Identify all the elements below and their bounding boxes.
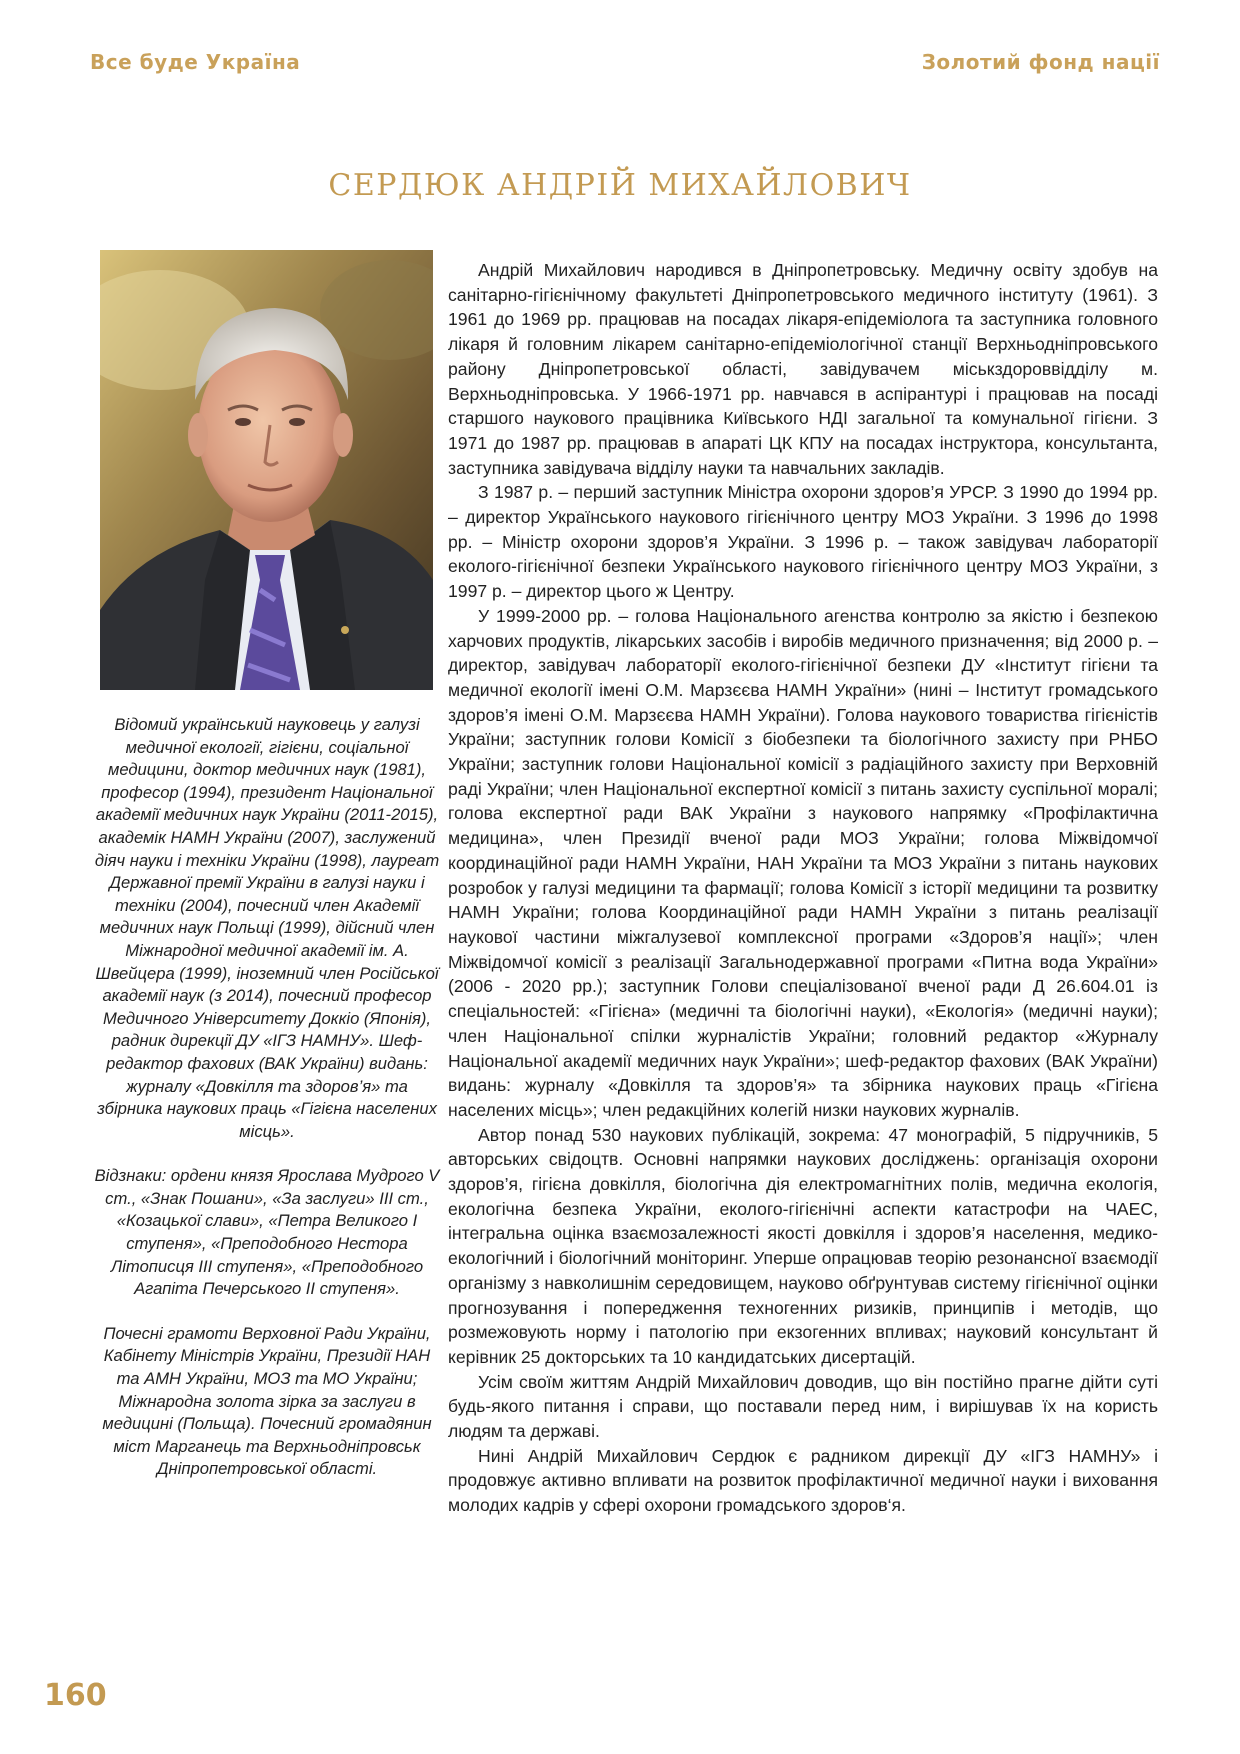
page-title: СЕРДЮК АНДРІЙ МИХАЙЛОВИЧ [328,168,912,203]
page-number: 160 [44,1678,107,1713]
running-header-right: Золотий фонд нації [921,50,1160,74]
paragraph: У 1999-2000 рр. – голова Національного агенства контролю за якістю і безпекою харчових продуктів, лікарських засобів і виробів медичного призначення; від 2000 р. – директор, завідувач лабораторії еколого-гігієнічної безпеки ДУ «Інститут гігієни та медичної екології імені О.М. Марзєєва НАМН України» (нині – Інститут громадського здоров’я імені О.М. Марзєєва НАМН України). Голова наукового товариства гігієністів України; заступник голови Комісії з біобезпеки та біологічного захисту при РНБО України; заступник голови Національної комісії з радіаційного захисту при Верховній раді України; член Національної експертної комісії з питань захисту суспільної моралі; голова експертної ради ВАК України з наукового напрямку «Профілактична медицина», член Президії вченої ради МОЗ України; голова Міжвідомчої координаційної ради НАМН України, НАН України та МОЗ України з питань наукових розробок у галузі медицини та фармації; голова Комісії з історії медицини та розвитку НАМН України; голова Координаційної ради НАМН України з питань реалізації наукової частини міжгалузевої комплексної програми «Здоров’я нації»; член Міжвідомчої комісії з реалізації Загальнодержавної програми «Питна вода України» (2006 - 2020 рр.); заступник Голови спеціалізованої вченої ради Д 26.604.01 із спеціальностей: «Гігієна» (медичні та біологічні науки), «Екологія» (медичні науки); член Національної спілки журналістів України; головний редактор «Журналу Національної академії медичних наук України»; шеф-редактор фахових (ВАК України) видань: журналу «Довкілля та здоров’я» та збірника наукових праць «Гігієна населених місць»; член редакційних колегій низки наукових журналів. [448,605,1158,1120]
paragraph: Нині Андрій Михайлович Сердюк є радником дирекції ДУ «ІГЗ НАМНУ» і продовжує активно впливати на розвиток профілактичної медичної науки і виховання молодих кадрів у сфері охорони громадського здоров‘я. [448,1445,1158,1516]
sidebar-honors: Почесні грамоти Верховної Ради України, Кабінету Міністрів України, Президії НАН та АМН України, МОЗ та МО України; Міжнародна золота зірка за заслуги в медицині (Польща). Почесний громадянин міст Марганець та Верхньодніпровськ Дніпропетровської області. [102,1323,432,1479]
sidebar-caption [92,714,442,1503]
paragraph: З 1987 р. – перший заступник Міністра охорони здоров’я УРСР. З 1990 до 1994 рр. – директор Українського наукового гігієнічного центру МОЗ України. З 1996 до 1998 рр. – Міністр охорони здоров’я України. З 1996 р. – також завідувач лабораторії еколого-гігієнічної безпеки Українського наукового гігієнічного центру МОЗ України, з 1997 р. – директор цього ж Центру. [448,482,1158,602]
sidebar-bio: Відомий український науковець у галузі медичної екології, гігієни, соціальної медицини, доктор медичних наук (1981), професор (1994), президент Національної академії медичних наук України (2011-2015), академік НАМН України (2007), заслужений діяч науки і техніки України (1998), лауреат Державної премії України в галузі науки і техніки (2004), почесний член Академії медичних наук Польщі (1999), дійсний член Міжнародної медичної академії ім. А. Швейцера (1999), іноземний член Російської академії наук (з 2014), почесний професор Медичного Університету Доккіо (Японія), радник дирекції ДУ «ІГЗ НАМНУ». Шеф-редактор фахових (ВАК України) видань: журналу «Довкілля та здоров’я» та збірника наукових праць «Гігієна населених місць». [94,715,440,1141]
portrait-photo [100,250,433,690]
paragraph: Усім своїм життям Андрій Михайлович доводив, що він постійно прагне дійти суті будь-якого питання і справи, що поставали перед ним, і вирішував їх на користь людям та державі. [448,1371,1158,1442]
paragraph: Автор понад 530 наукових публікацій, зокрема: 47 монографій, 5 підручників, 5 авторських свідоцтв. Основні напрямки наукових досліджень: організація охорони здоров’я, гігієна довкілля, біологічна дія електромагнітних полів, медична екологія, екологічна безпека України, еколого-гігієнічні аспекти катастрофи на ЧАЕС, інтегральна оцінка взаємозалежності якості довкілля і здоров’я населення, медико-екологічний і біологічний моніторинг. Уперше опрацював теорію резонансної взаємодії організму з навколишнім середовищем, науково обґрунтував систему гігієнічної оцінки прогнозування і попередження техногенних ризиків, принципів і методів, що розмежовують норму і патологію при екзогенних впливах; науковий консультант й керівник 25 докторських та 10 кандидатських дисертацій. [448,1124,1158,1367]
paragraph: Андрій Михайлович народився в Дніпропетровську. Медичну освіту здобув на санітарно-гігієнічному факультеті Дніпропетровського медичного інституту (1961). З 1961 до 1969 рр. працював на посадах лікаря-епідеміолога та заступника головного лікаря й головним лікарем санітарно-епідеміологічної станції Верхньодніпровського району Дніпропетровської області, завідувачем міськздороввідділу м. Верхньодніпровська. У 1966-1971 рр. навчався в аспірантурі і працював на посаді старшого наукового працівника Київського НДІ загальної та комунальної гігієни. З 1971 до 1987 рр. працював в апараті ЦК КПУ на посадах інструктора, консультанта, заступника завідувача відділу науки та навчальних закладів. [448,260,1158,478]
biography-text [448,258,1158,1518]
sidebar-awards: Відзнаки: ордени князя Ярослава Мудрого V ст., «Знак Пошани», «За заслуги» ІІІ ст., «Козацької слави», «Петра Великого І ступеня», «Преподобного Нестора Літописця ІІІ ступеня», «Преподобного Агапіта Печерського ІІ ступеня». [94,1166,440,1299]
running-header-left: Все буде Україна [90,50,301,74]
